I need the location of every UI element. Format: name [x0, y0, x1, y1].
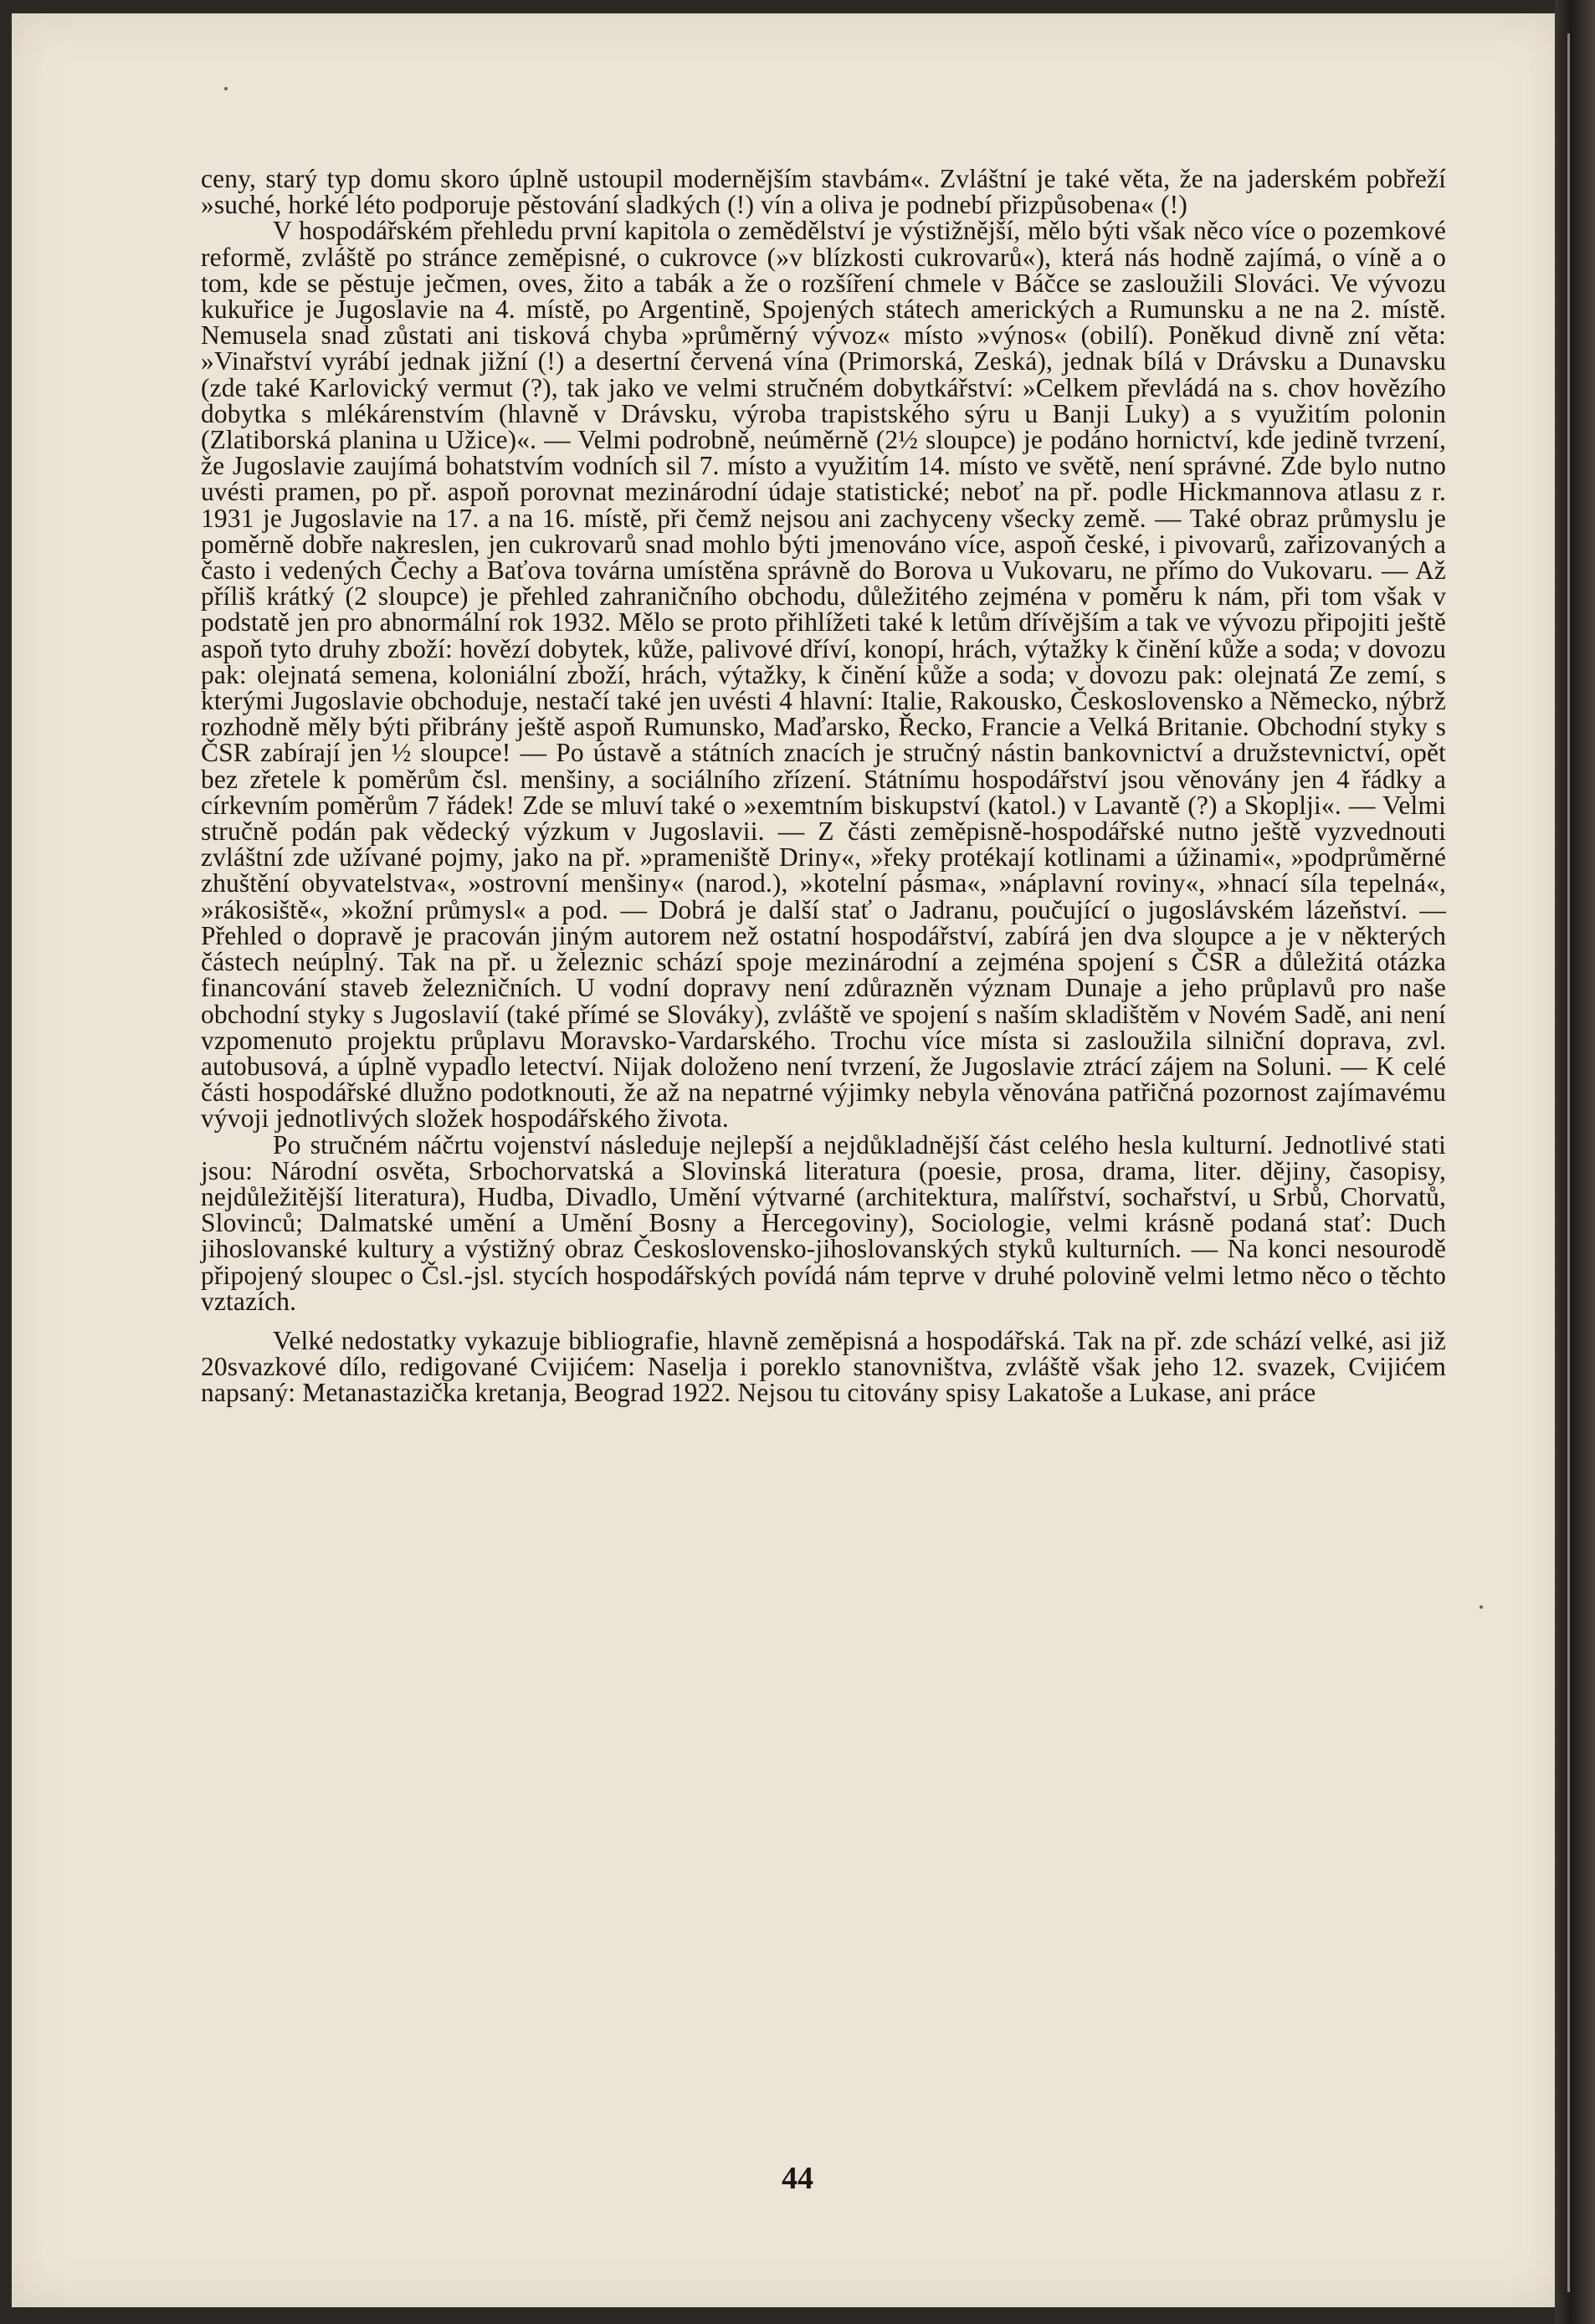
- paragraph-4: Velké nedostatky vykazuje bibliografie, hlavně zeměpisná a hospodářská. Tak na př. zde schází velké, asi již 20svazkové dílo, redigované Cvijićem: Naselja i poreklo stanovništva, zvláště však jeho 12. svazek, Cvijićem napsaný: Metanastazička kretanja, Beograd 1922. Nejsou tu citovány spisy Lakatoše a Lukase, ani práce: [201, 1325, 1446, 1408]
- paper-speck: [1480, 1605, 1483, 1609]
- paragraph-3: Po stručném náčrtu vojenství následuje nejlepší a nejdůkladnější část celého hesla kulturní. Jednotlivé stati jsou: Národní osvěta, Srbochorvatská a Slovinská literatura (poesie, prosa, drama, liter. dějiny, časopisy, nejdůležitější literatura), Hudba, Divadlo, Umění výtvarné (architektura, malířství, sochařství, u Srbů, Chorvatů, Slovinců; Dalmatské umění a Umění Bosny a Hercegoviny), Sociologie, velmi krásně podaná stať: Duch jihoslovanské kultury a výstižný obraz Československo-jihoslovanských styků kulturních. — Na konci nesourodě připojený sloupec o Čsl.-jsl. stycích hospodářských povídá nám teprve v druhé polovině velmi letmo něco o těchto vztazích.: [201, 1129, 1446, 1316]
- paper-speck: [224, 87, 228, 90]
- paragraph-1: ceny, starý typ domu skoro úplně ustoupil modernějším stavbám«. Zvláštní je také věta, že na jaderském pobřeží »suché, horké léto podporuje pěstování sladkých (!) vín a oliva je podnebí přizpůsobena« (!): [201, 164, 1446, 220]
- spine-line: [1567, 33, 1570, 2292]
- article-text: [201, 166, 1446, 1406]
- paragraph-2: V hospodářském přehledu první kapitola o zemědělství je výstižnější, mělo býti však něco více o pozemkové reformě, zvláště po stránce zeměpisné, o cukrovce (»v blízkosti cukrovarů«), která nás hodně zajímá, o víně a o tom, kde se pěstuje ječmen, oves, žito a tabák a že o rozšíření chmele v Báčce se zasloužili Slováci. Ve vývozu kukuřice je Jugoslavie na 4. místě, po Argentině, Spojených státech amerických a Rumunsku a ne na 2. místě. Nemusela snad zůstati ani tisková chyba »průměrný vývoz« místo »výnos« (obilí). Poněkud divně zní věta: »Vinařství vyrábí jednak jižní (!) a desertní červená vína (Primorská, Zeská), jednak bílá v Drávsku a Dunavsku (zde také Karlovický vermut (?), tak jako ve velmi stručném dobytkářství: »Celkem převládá na s. chov hovězího dobytka s mlékárenstvím (hlavně v Drávsku, výroba trapistského sýru u Banji Luky) a s využitím polonin (Zlatiborská planina u Užice)«. — Velmi podrobně, neúměrně (2½ sloupce) je podáno hornictví, kde jedině tvrzení, že Jugoslavie zaujímá bohatstvím vodních sil 7. místo a využitím 14. místo ve světě, není správné. Zde bylo nutno uvésti pramen, po př. aspoň porovnat mezinárodní údaje statistické; neboť na př. podle Hickmannova atlasu z r. 1931 je Jugoslavie na 17. a na 16. místě, při čemž nejsou ani zachyceny všecky země. — Také obraz průmyslu je poměrně dobře nakreslen, jen cukrovarů snad mohlo býti jmenováno více, aspoň české, i pivovarů, zařizovaných a často i vedených Čechy a Baťova továrna umístěna správně do Borova u Vukovaru, ne přímo do Vukovaru. — Až příliš krátký (2 sloupce) je přehled zahraničního obchodu, důležitého zejména v poměru k nám, při tom však v podstatě jen pro abnormální rok 1932. Mělo se proto přihlížeti také k letům dřívějším a tak ve vývozu připojiti ještě aspoň tyto druhy zboží: hovězí dobytek, kůže, palivové dříví, konopí, hrách, výtažky k činění kůže a soda; v dovozu pak: olejnatá semena, koloniální zboží, hrách, výtažky, k činění kůže a soda; v dovozu pak: olejnatá Ze zemí, s kterými Jugoslavie obchoduje, nestačí také jen uvésti 4 hlavní: Italie, Rakousko, Československo a Německo, nýbrž rozhodně měly býti přibrány ještě aspoň Rumunsko, Maďarsko, Řecko, Francie a Velká Britanie. Obchodní styky s ČSR zabírají jen ½ sloupce! — Po ústavě a státních znacích je stručný nástin bankovnictví a družstevnictví, opět bez zřetele k poměrům čsl. menšiny, a sociálního zřízení. Státnímu hospodářství jsou věnovány jen 4 řádky a církevním poměrům 7 řádek! Zde se mluví také o »exemtním biskupství (katol.) v Lavantě (?) a Skoplji«. — Velmi stručně podán pak vědecký výzkum v Jugoslavii. — Z části zeměpisně-hospodářské nutno ještě vyzvednouti zvláštní zde užívané pojmy, jako na př. »prameniště Driny«, »řeky protékají kotlinami a úžinami«, »podprůměrné zhuštění obyvatelstva«, »ostrovní menšiny« (narod.), »kotelní pásma«, »náplavní roviny«, »hnací síla tepelná«, »rákosiště«, »kožní průmysl« a pod. — Dobrá je další stať o Jadranu, poučující o jugoslávském lázeňství. — Přehled o dopravě je pracován jiným autorem než ostatní hospodářství, zabírá jen dva sloupce a je v některých částech neúplný. Tak na př. u železnic schází spoje mezinárodní a zejména spojení s ČSR a důležitá otázka financování staveb železničních. U vodní dopravy není zdůrazněn význam Dunaje a jeho průplavů pro naše obchodní styky s Jugoslavií (také přímé se Slováky), zvláště ve spojení s naším skladištěm v Novém Sadě, ani není vzpomenuto projektu průplavu Moravsko-Vardarského. Trochu více místa si zasloužila silniční doprava, zvl. autobusová, a úplně vypadlo letectví. Nijak doloženo není tvrzení, že Jugoslavie ztrácí zájem na Soluni. — K celé části hospodářské dlužno podotknouti, že až na nepatrné výjimky nebyla věnována patřičná pozornost zajímavému vývoji jednotlivých složek hospodářského života.: [201, 216, 1446, 1134]
- page-number: 44: [782, 2161, 813, 2196]
- book-spine-edge: [1555, 0, 1595, 2324]
